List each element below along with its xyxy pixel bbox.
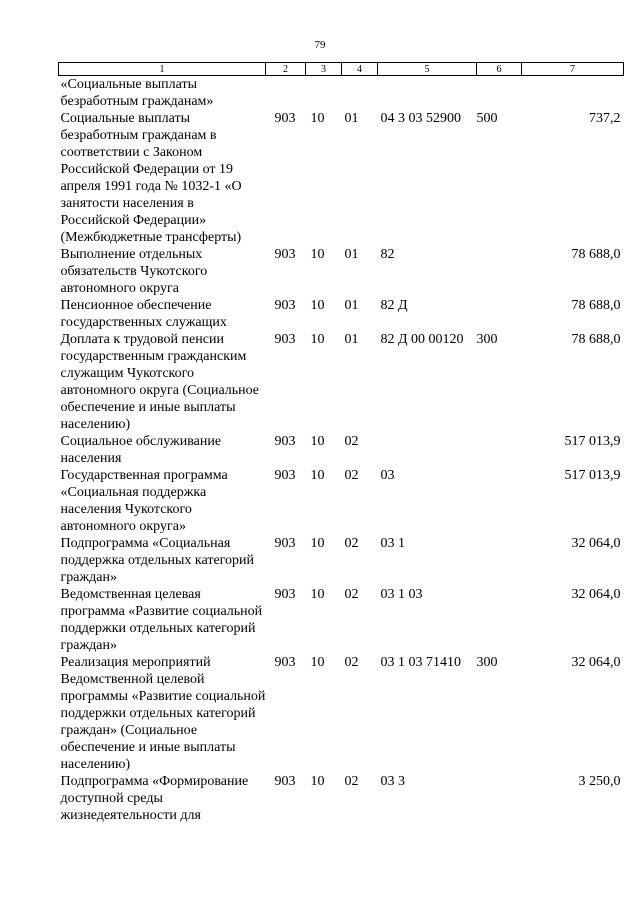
row-amount: 78 688,0: [571, 298, 621, 313]
header-col-1: 1: [59, 63, 266, 76]
row-section: 10: [310, 774, 325, 789]
row-section: 10: [310, 434, 325, 449]
row-amount: 32 064,0: [571, 655, 621, 670]
row-admin-code: 903: [274, 434, 296, 449]
row-section: 10: [310, 111, 325, 126]
row-subsection: 01: [344, 111, 359, 126]
row-expense-type: [477, 246, 522, 297]
row-admin-code: 903: [274, 332, 296, 347]
row-target-item: 03: [380, 468, 395, 483]
budget-table: [58, 62, 624, 824]
row-expense-type: 300: [476, 655, 498, 670]
table-row: [59, 76, 624, 111]
row-section: 10: [310, 468, 325, 483]
row-amount: 78 688,0: [571, 247, 621, 262]
row-section: [306, 76, 342, 111]
row-admin-code: 903: [274, 587, 296, 602]
header-col-2: 2: [266, 63, 306, 76]
row-section: 10: [310, 587, 325, 602]
row-name: «Социальные выплаты безработным гражданам»: [60, 77, 214, 109]
row-name: Ведомственная целевая программа «Развитие социальной поддержки отдельных категорий граждан»: [60, 587, 263, 653]
row-target-item: [378, 433, 477, 467]
table-row: [59, 586, 624, 654]
row-section: 10: [310, 655, 325, 670]
table-row: [59, 773, 624, 824]
row-expense-type: [477, 773, 522, 824]
row-subsection: 02: [344, 774, 359, 789]
row-target-item: 03 1 03 71410: [380, 655, 461, 670]
row-amount: [522, 76, 624, 111]
row-section: 10: [310, 332, 325, 347]
row-amount: 32 064,0: [571, 536, 621, 551]
row-subsection: [342, 76, 378, 111]
row-name: Государственная программа «Социальная поддержка населения Чукотского автономного округа»: [60, 468, 228, 534]
row-target-item: 04 3 03 52900: [380, 111, 461, 126]
table-row: [59, 110, 624, 246]
row-admin-code: 903: [274, 247, 296, 262]
table-row: [59, 654, 624, 773]
row-subsection: 02: [344, 468, 359, 483]
row-subsection: 01: [344, 298, 359, 313]
row-amount: 78 688,0: [571, 332, 621, 347]
row-target-item: 82 Д 00 00120: [380, 332, 464, 347]
table-row: [59, 433, 624, 467]
row-section: 10: [310, 536, 325, 551]
row-target-item: 82: [380, 247, 395, 262]
row-expense-type: [477, 535, 522, 586]
table-header: [59, 63, 624, 76]
row-amount: 517 013,9: [564, 434, 621, 449]
row-amount: 3 250,0: [578, 774, 621, 789]
row-admin-code: [266, 76, 306, 111]
row-target-item: 82 Д: [380, 298, 408, 313]
row-name: Доплата к трудовой пенсии государственным гражданским служащим Чукотского автономного округа (Социальное обеспечение и иные выплаты населению): [60, 332, 260, 432]
row-name: Социальное обслуживание населения: [60, 434, 222, 466]
row-subsection: 01: [344, 247, 359, 262]
row-admin-code: 903: [274, 536, 296, 551]
header-col-6: 6: [477, 63, 522, 76]
table-row: [59, 297, 624, 331]
header-col-7: 7: [522, 63, 624, 76]
row-expense-type: [477, 433, 522, 467]
row-subsection: 02: [344, 536, 359, 551]
table-row: [59, 535, 624, 586]
row-subsection: 02: [344, 655, 359, 670]
header-col-3: 3: [306, 63, 342, 76]
row-target-item: 03 3: [380, 774, 405, 789]
row-admin-code: 903: [274, 111, 296, 126]
row-section: 10: [310, 247, 325, 262]
row-target-item: 03 1 03: [380, 587, 423, 602]
row-name: Реализация мероприятий Ведомственной целевой программы «Развитие социальной поддержки отдельных категорий граждан» (Социальное обеспечение и иные выплаты населению): [60, 655, 266, 772]
row-subsection: 02: [344, 434, 359, 449]
row-admin-code: 903: [274, 468, 296, 483]
row-name: Выполнение отдельных обязательств Чукотского автономного округа: [60, 247, 208, 296]
row-target-item: [378, 76, 477, 111]
row-name: Социальные выплаты безработным гражданам в соответствии с Законом Российской Федерации от 19 апреля 1991 года № 1032-1 «О занятости населения в Российской Федерации» (Межбюджетные трансферты): [60, 111, 242, 245]
row-admin-code: 903: [274, 298, 296, 313]
row-amount: 517 013,9: [564, 468, 621, 483]
row-amount: 737,2: [589, 111, 621, 126]
row-subsection: 01: [344, 332, 359, 347]
row-expense-type: [477, 467, 522, 535]
row-admin-code: 903: [274, 655, 296, 670]
row-target-item: 03 1: [380, 536, 405, 551]
row-expense-type: [477, 297, 522, 331]
row-amount: 32 064,0: [571, 587, 621, 602]
row-subsection: 02: [344, 587, 359, 602]
row-name: Подпрограмма «Социальная поддержка отдельных категорий граждан»: [60, 536, 255, 585]
row-name: Подпрограмма «Формирование доступной среды жизнедеятельности для: [60, 774, 249, 823]
row-section: 10: [310, 298, 325, 313]
header-col-4: 4: [342, 63, 378, 76]
row-expense-type: 300: [476, 332, 498, 347]
row-admin-code: 903: [274, 774, 296, 789]
row-expense-type: [477, 586, 522, 654]
table-row: [59, 467, 624, 535]
row-name: Пенсионное обеспечение государственных служащих: [60, 298, 227, 330]
row-expense-type: [477, 76, 522, 111]
page-number: 79: [314, 39, 326, 51]
table-row: [59, 331, 624, 433]
table-row: [59, 246, 624, 297]
row-expense-type: 500: [476, 111, 498, 126]
header-col-5: 5: [378, 63, 477, 76]
